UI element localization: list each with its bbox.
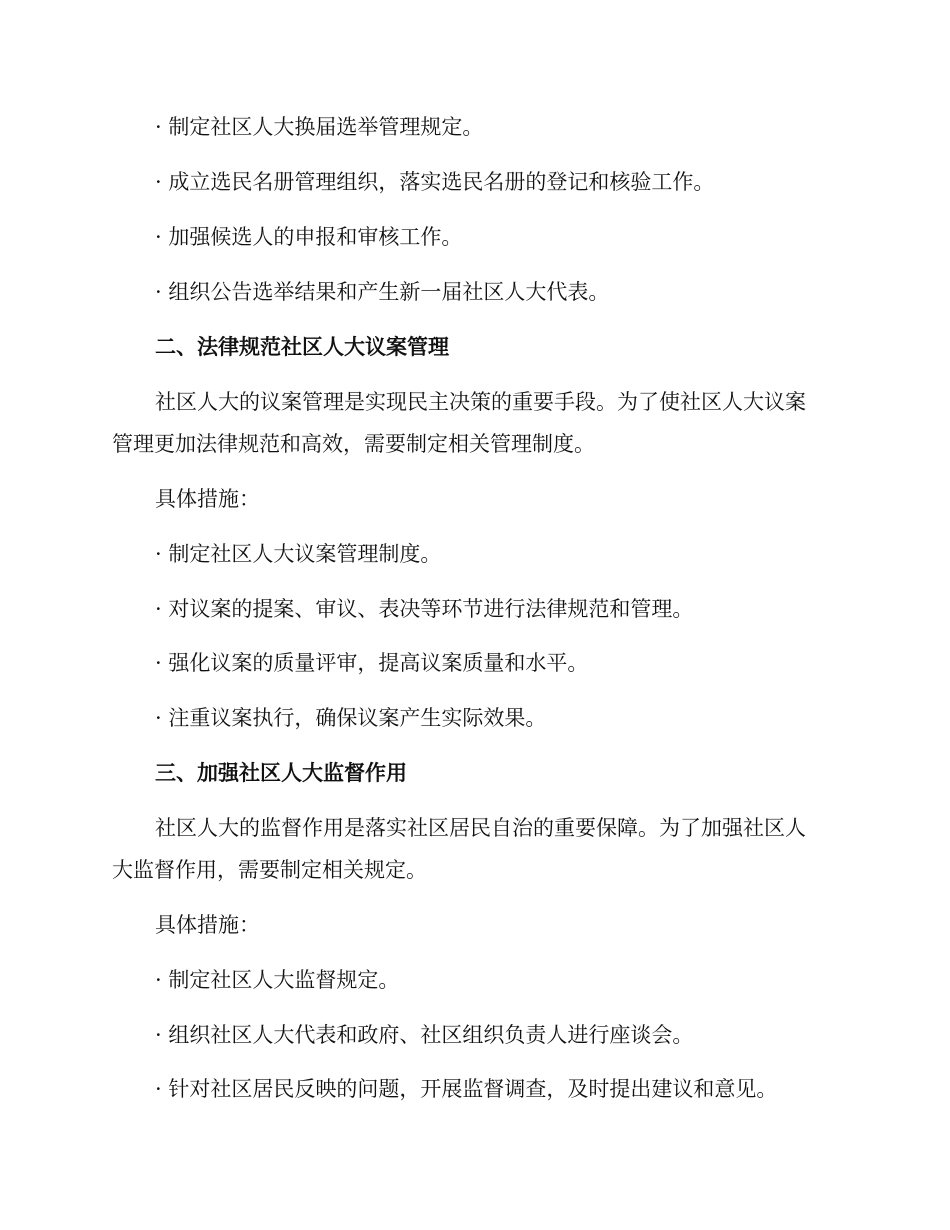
list-item: · 加强候选人的申报和审核工作。 [155,225,463,249]
measures-label: 具体措施： [155,487,260,511]
list-item: · 针对社区居民反映的问题，开展监督调查，及时提出建议和意见。 [155,1077,778,1101]
list-item: · 成立选民名册管理组织，落实选民名册的登记和核验工作。 [155,170,715,194]
list-item: · 组织社区人大代表和政府、社区组织负责人进行座谈会。 [155,1023,694,1047]
list-item: · 注重议案执行，确保议案产生实际效果。 [155,706,547,730]
section-heading: 三、加强社区人大监督作用 [155,760,407,785]
paragraph-line: 社区人大的监督作用是落实社区居民自治的重要保障。为了加强社区人 [155,816,806,840]
paragraph-line: 大监督作用，需要制定相关规定。 [112,858,427,882]
paragraph-line: 管理更加法律规范和高效，需要制定相关管理制度。 [112,432,595,456]
section-heading: 二、法律规范社区人大议案管理 [155,334,449,359]
list-item: · 制定社区人大监督规定。 [155,968,400,992]
list-item: · 对议案的提案、审议、表决等环节进行法律规范和管理。 [155,597,694,621]
list-item: · 组织公告选举结果和产生新一届社区人大代表。 [155,280,610,304]
list-item: · 制定社区人大议案管理制度。 [155,542,442,566]
paragraph-line: 社区人大的议案管理是实现民主决策的重要手段。为了使社区人大议案 [155,390,806,414]
measures-label: 具体措施： [155,913,260,937]
list-item: · 制定社区人大换届选举管理规定。 [155,115,484,139]
list-item: · 强化议案的质量评审，提高议案质量和水平。 [155,651,589,675]
